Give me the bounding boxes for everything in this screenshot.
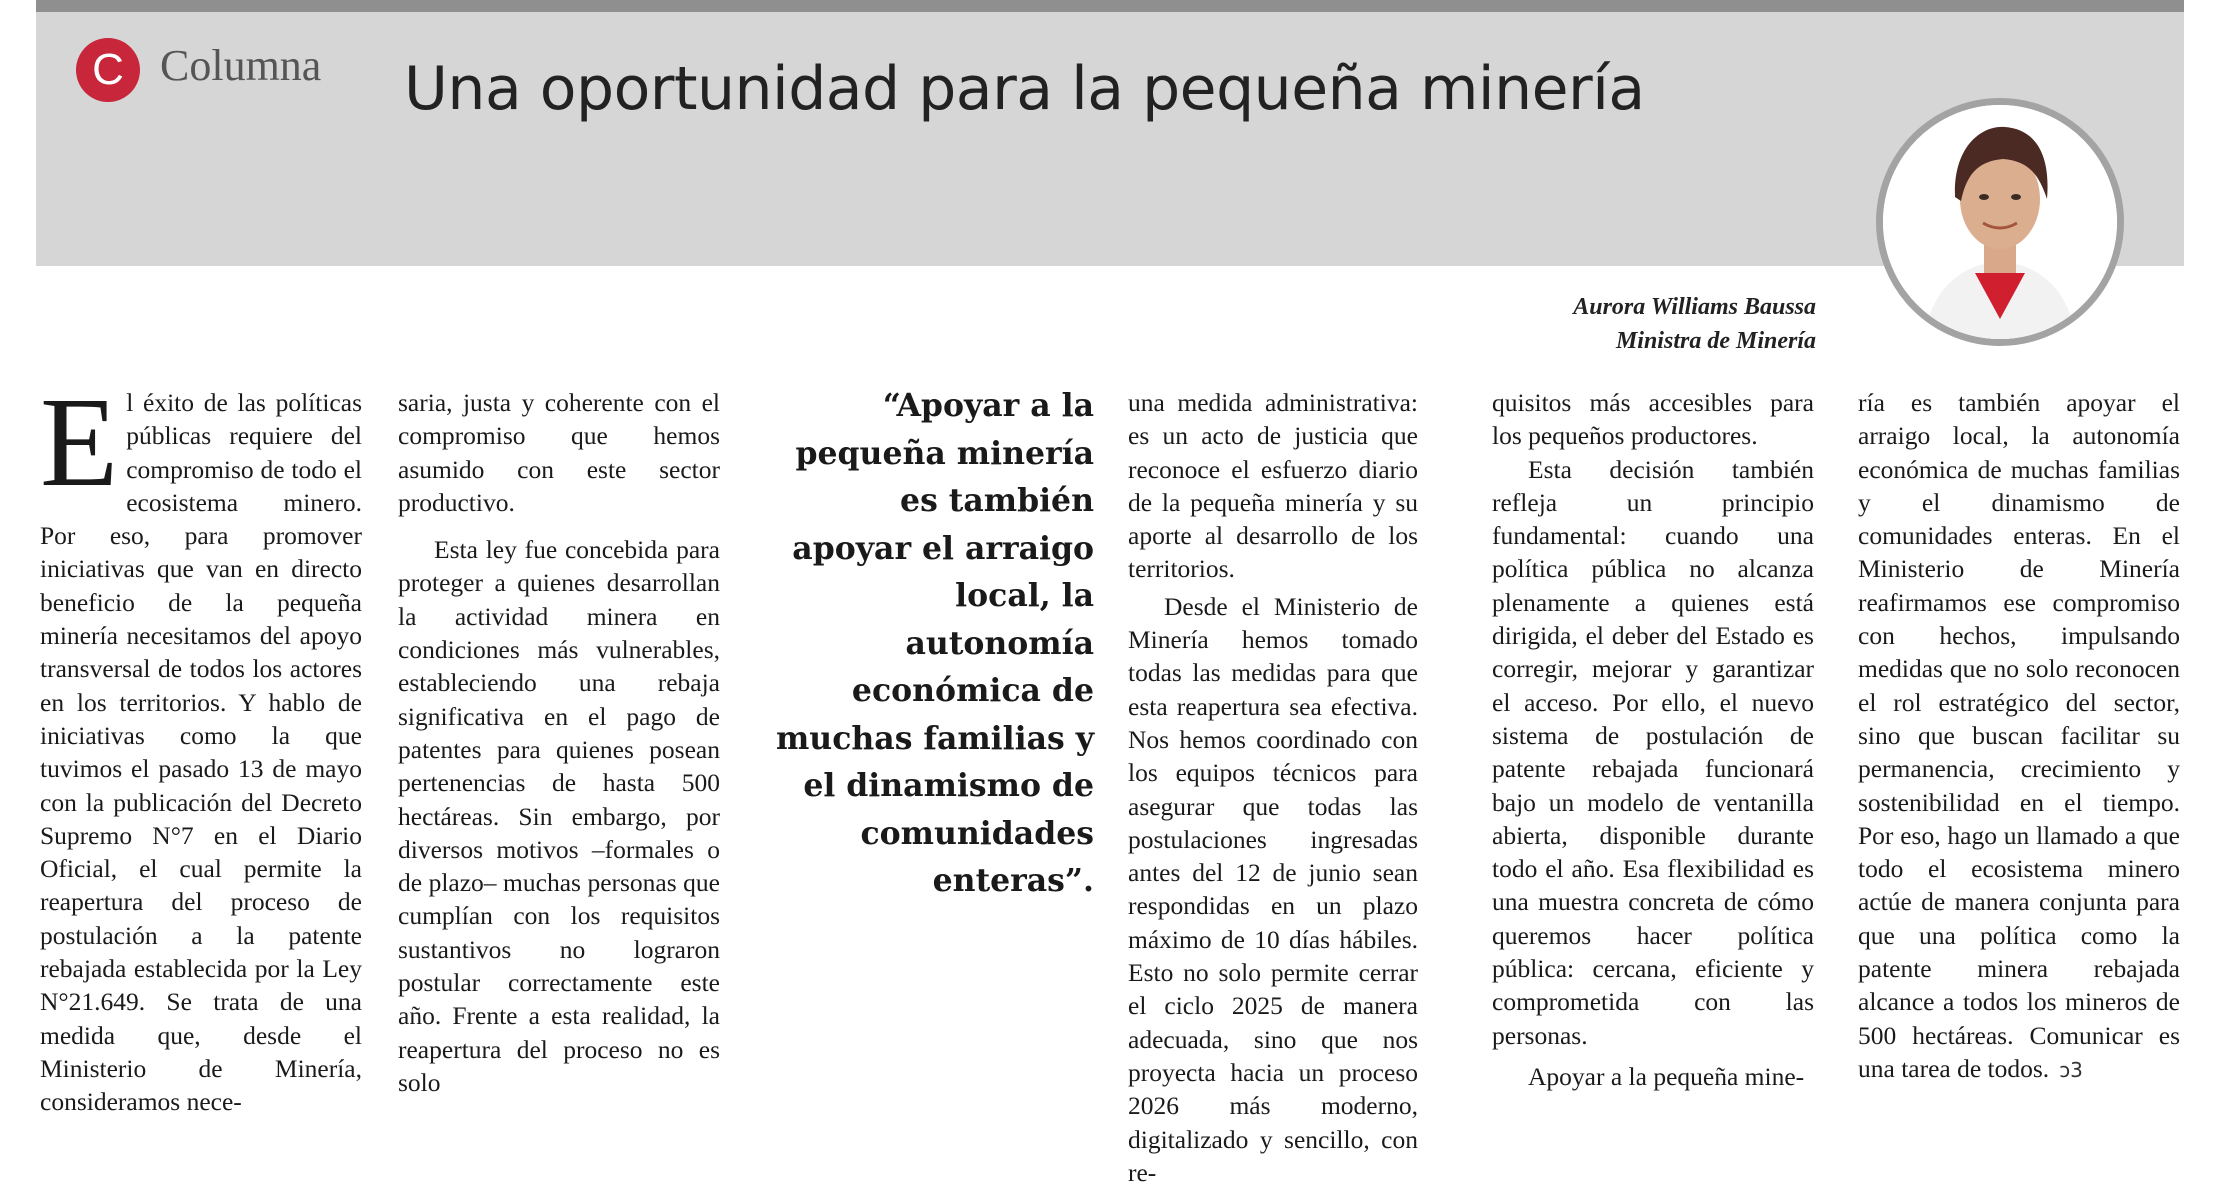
- section-badge: C: [76, 38, 140, 102]
- paragraph: Esta ley fue concebida para proteger a quienes desarrollan la actividad minera en condiciones más vulnerables, estableciendo una rebaja significativa en el pago de patentes para quienes posean pertenencias de hasta 500 hectáreas. Sin embargo, por diversos motivos –formales o de plazo– muchas personas que cumplían con los requisitos sustantivos no lograron postular correctamente este año. Frente a esta realidad, la reapertura del proceso no es solo: [398, 535, 720, 1097]
- end-mark-icon: ↄ3: [2059, 1057, 2083, 1082]
- author-title: Ministra de Minería: [1615, 328, 1816, 354]
- drop-cap: E: [40, 371, 119, 513]
- author-photo-illustration: [1883, 105, 2117, 339]
- paragraph: l éxito de las políticas públicas requiere del compromiso de todo el ecosistema minero. Por eso, para promover iniciativas que van en directo beneficio de la pequeña minería necesitamos del apoyo transversal de todos los actores en los territorios. Y hablo de iniciativas como la que tuvimos el pasado 13 de mayo con la publicación del Decreto Supremo N°7 en el Diario Oficial, el cual permite la reapertura del proceso de postulación a la patente rebajada establecida por la Ley N°21.649. Se trata de una medida que, desde el Ministerio de Minería, consideramos nece-: [40, 388, 362, 1117]
- article-column-3: [1128, 386, 1418, 1189]
- paragraph: [1858, 386, 2180, 1087]
- paragraph: una medida administrativa: es un acto de justicia que reconoce el esfuerzo diario de la pequeña minería y su aporte al desarrollo de los territorios.: [1128, 388, 1418, 584]
- author-name: Aurora Williams Baussa: [1573, 294, 1816, 320]
- paragraph: Apoyar a la pequeña mine-: [1528, 1061, 1805, 1091]
- article-column-4: [1492, 386, 1814, 1093]
- paragraph-text: ría es también apoyar el arraigo local, la autonomía económica de muchas familias y el dinamismo de comunidades enteras. En el Ministerio de Minería reafirmamos ese compromiso con hechos, impulsando medidas que no solo reconocen el rol estratégico del sector, sino que buscan facilitar su permanencia, crecimiento y sostenibilidad en el tiempo. Por eso, hago un llamado a que todo el ecosistema minero actúe de manera conjunta para que una política como la patente minera rebajada alcance a todos los mineros de 500 hectáreas. Comunicar es una tarea de todos.: [1858, 388, 2180, 1083]
- header-band: [36, 12, 2184, 266]
- paragraph: Esta decisión también refleja un principio fundamental: cuando una política pública no alcanza plenamente a quienes está dirigida, el deber del Estado es corregir, mejorar y garantizar el acceso. Por ello, el nuevo sistema de postulación de patente rebajada funcionará bajo un modelo de ventanilla abierta, disponible durante todo el año. Esa flexibilidad es una muestra concreta de cómo queremos hacer política pública: cercana, eficiente y comprometida con las personas.: [1492, 454, 1814, 1050]
- article-column-2: [398, 386, 720, 1099]
- headline: Una oportunidad para la pequeña minería: [404, 54, 1645, 124]
- byline: [1573, 290, 1816, 358]
- author-portrait: [1876, 98, 2124, 346]
- article-column-1: [40, 371, 362, 1119]
- article-column-5: [1858, 386, 2180, 1087]
- paragraph: saria, justa y coherente con el compromiso que hemos asumido con este sector productivo.: [398, 388, 720, 517]
- top-rule: [36, 0, 2184, 12]
- paragraph: Desde el Ministerio de Minería hemos tomado todas las medidas para que esta reapertura sea efectiva. Nos hemos coordinado con los equipos técnicos para asegurar que todas las postulaciones ingresadas antes del 12 de junio sean respondidas en un plazo máximo de 10 días hábiles. Esto no solo permite cerrar el ciclo 2025 de manera adecuada, sino que nos proyecta hacia un proceso 2026 más moderno, digitalizado y sencillo, con re-: [1128, 591, 1418, 1187]
- section-label: Columna: [160, 41, 322, 90]
- pull-quote: “Apoyar a la pequeña minería es también apoyar el arraigo local, la autonomía económica de muchas familias y el dinamismo de comunidades enteras”.: [775, 387, 1094, 899]
- paragraph: quisitos más accesibles para los pequeños productores.: [1492, 388, 1814, 451]
